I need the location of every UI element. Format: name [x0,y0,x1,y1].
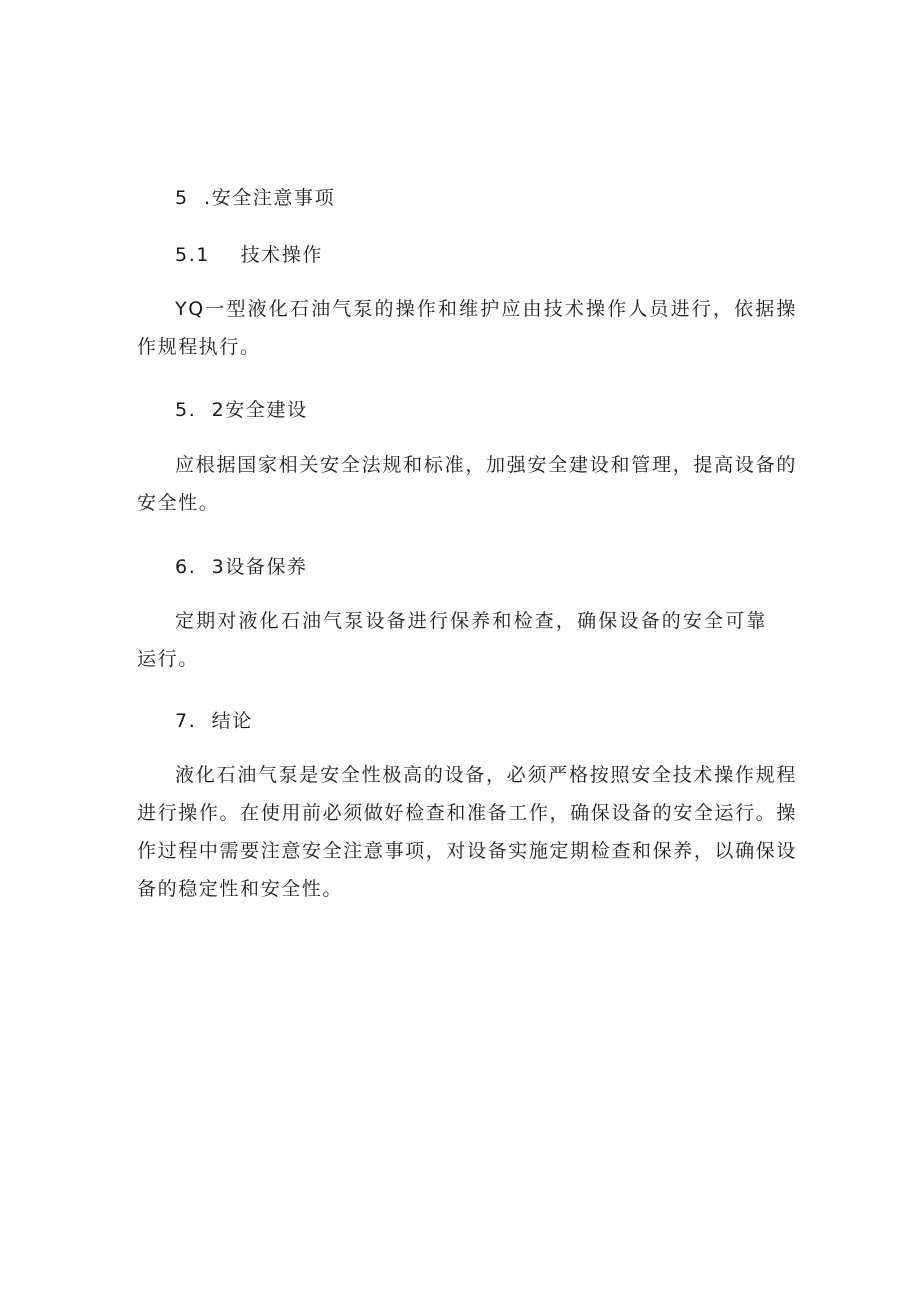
section-6-3-heading: 6. 3设备保养 [175,556,308,578]
section-5-heading: 5 .安全注意事项 [175,187,336,209]
section-5-1-paragraph: YQ一型液化石油气泵的操作和维护应由技术操作人员进行，依据操作规程执行。 [137,298,797,358]
section-7-heading: 7. 结论 [175,710,253,732]
section-7-paragraph: 液化石油气泵是安全性极高的设备，必须严格按照安全技术操作规程进行操作。在使用前必须做好检查和准备工作，确保设备的安全运行。操作过程中需要注意安全注意事项，对设备实施定期检查和保养，以确保设备的稳定性和安全性。 [137,764,797,900]
section-6-3-paragraph: 定期对液化石油气泵设备进行保养和检查，确保设备的安全可靠运行。 [137,610,767,670]
section-5-1-heading: 5.1 技术操作 [175,244,323,266]
section-5-2-heading: 5. 2安全建设 [175,399,308,421]
section-5-2-paragraph: 应根据国家相关安全法规和标准，加强安全建设和管理，提高设备的安全性。 [137,454,797,514]
